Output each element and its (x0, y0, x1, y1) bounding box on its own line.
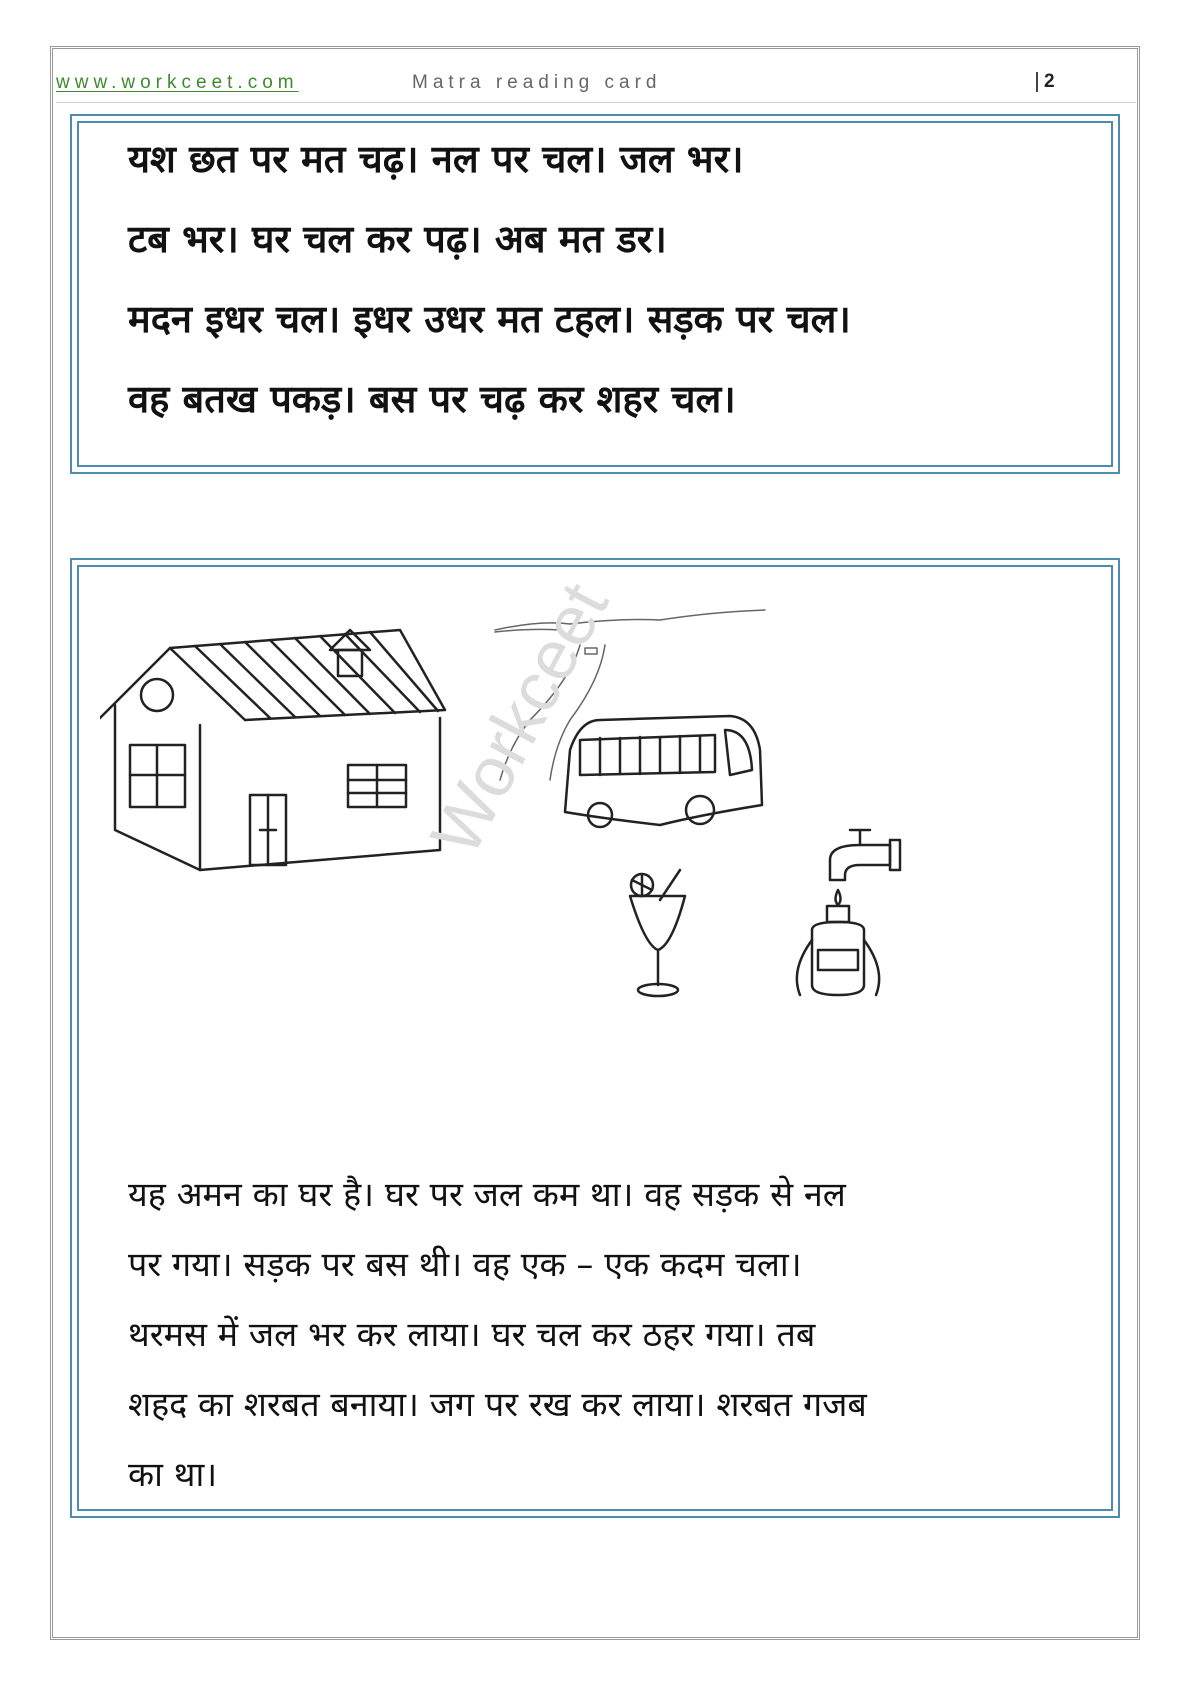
sentence-line: वह बतख पकड़। बस पर चढ़ कर शहर चल। (128, 377, 736, 421)
tap-icon (830, 830, 900, 905)
sentence-list (128, 130, 1118, 450)
page-number: 2 (1036, 72, 1055, 92)
illustrations (100, 600, 1080, 1080)
sentence-line: मदन इधर चल। इधर उधर मत टहल। सड़क पर चल। (128, 297, 851, 341)
card-title: Matra reading card (412, 72, 662, 93)
header-divider (56, 102, 1136, 103)
sentence-line: टब भर। घर चल कर पढ़। अब मत डर। (128, 217, 667, 261)
sentence-line: यश छत पर मत चढ़। नल पर चल। जल भर। (128, 137, 744, 181)
page-header (56, 70, 1136, 100)
story-line: पर गया। सड़क पर बस थी। वह एक – एक कदम चला। (128, 1245, 802, 1285)
story-line: शहद का शरबत बनाया। जग पर रख कर लाया। शरबत गजब (128, 1385, 867, 1425)
house-icon (100, 630, 445, 870)
story-paragraph (128, 1160, 1078, 1510)
site-url-link[interactable]: www.workceet.com (56, 72, 299, 93)
thermos-icon (797, 906, 879, 995)
story-line: थरमस में जल भर कर लाया। घर चल कर ठहर गया। तब (128, 1315, 816, 1355)
story-line: का था। (128, 1455, 218, 1495)
bus-icon (565, 716, 762, 827)
story-line: यह अमन का घर है। घर पर जल कम था। वह सड़क से नल (128, 1175, 846, 1215)
watermark: Workceet (415, 570, 623, 868)
juice-glass-icon (630, 870, 685, 996)
